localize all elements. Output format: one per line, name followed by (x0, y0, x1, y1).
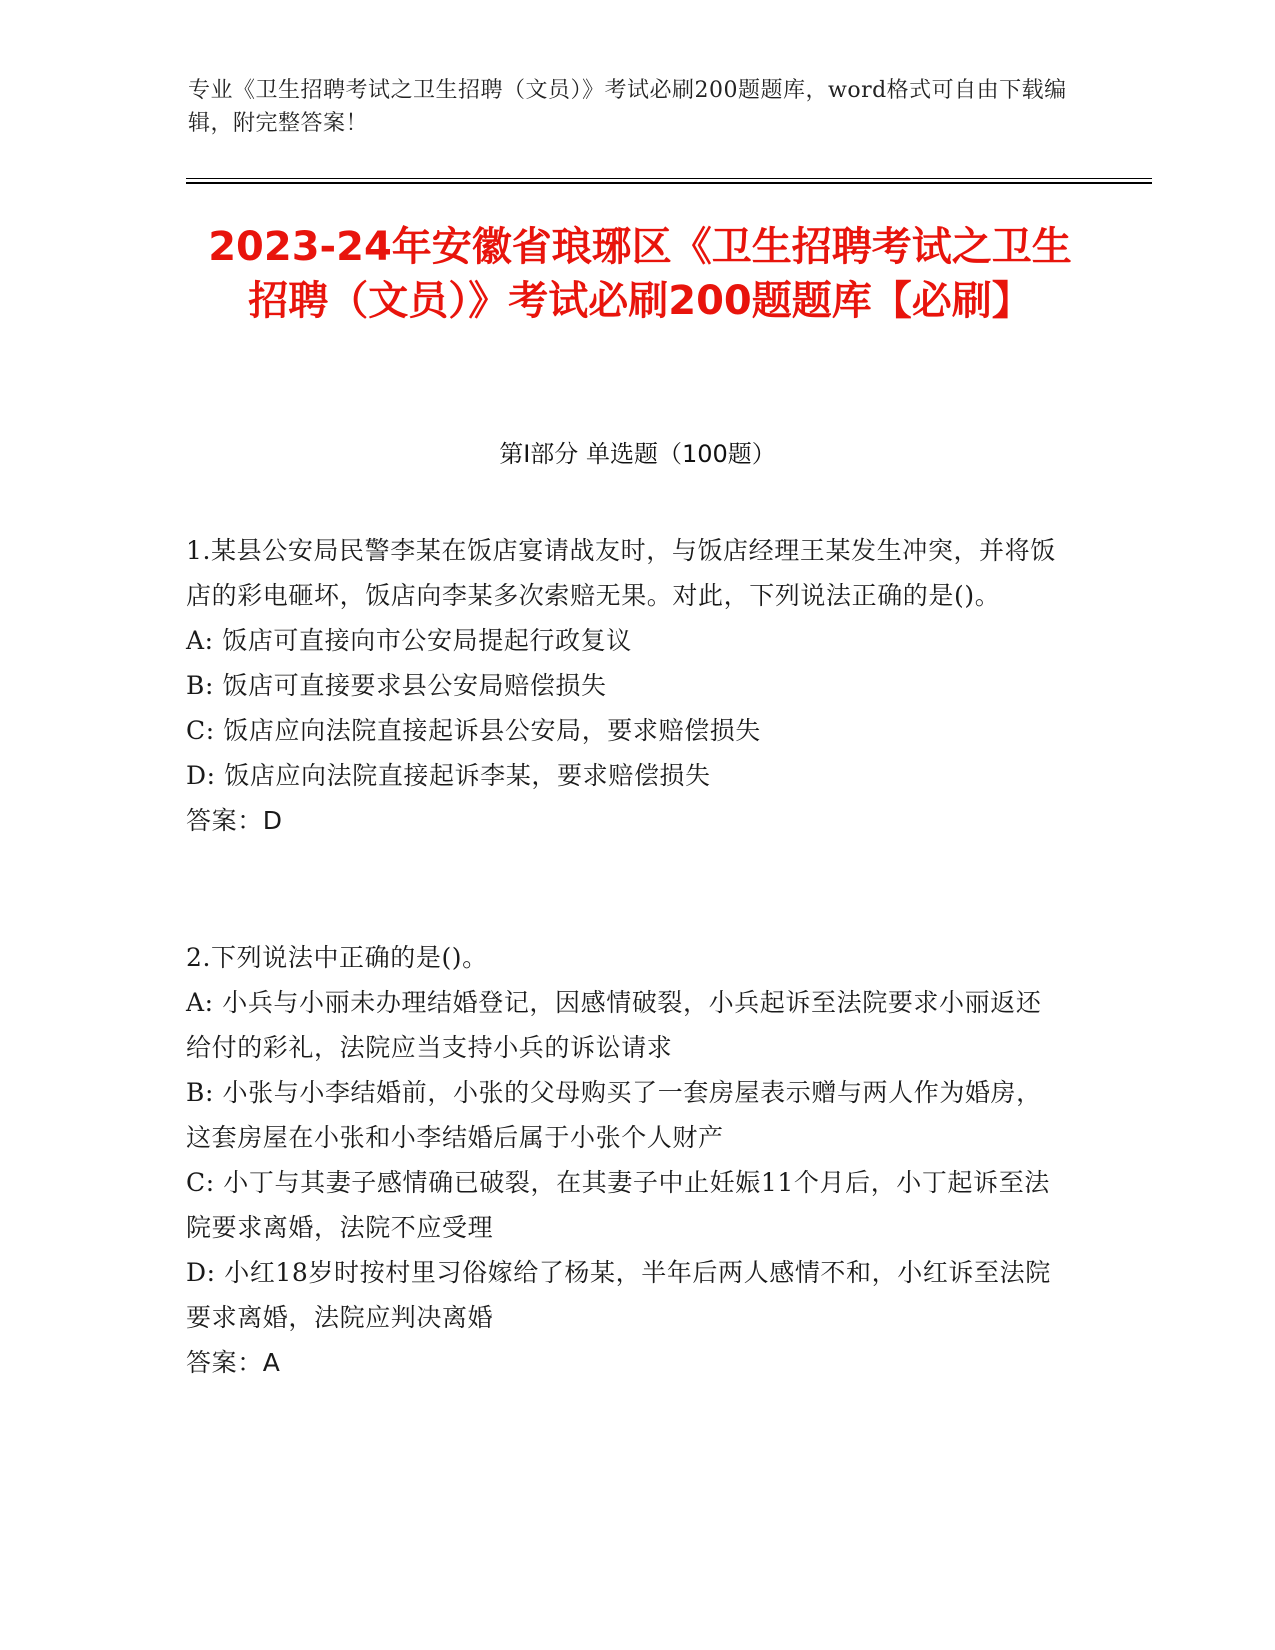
option-a: A: 小兵与小丽未办理结婚登记，因感情破裂，小兵起诉至法院要求小丽返还给付的彩礼，法院应当支持小兵的诉讼请求 (186, 988, 1042, 1062)
option-c: C: 小丁与其妻子感情确已破裂，在其妻子中止妊娠11个月后，小丁起诉至法院要求离婚，法院不应受理 (186, 1168, 1050, 1242)
answer: 答案：A (186, 1348, 281, 1377)
option-c: C: 饭店应向法院直接起诉县公安局，要求赔偿损失 (186, 716, 761, 745)
option-b: B: 小张与小李结婚前，小张的父母购买了一套房屋表示赠与两人作为婚房，这套房屋在小张和小李结婚后属于小张个人财产 (186, 1078, 1042, 1152)
section-title: 第I部分 单选题（100题） (499, 440, 776, 468)
question-stem: 2.下列说法中正确的是()。 (186, 943, 488, 972)
question-stem: 1.某县公安局民警李某在饭店宴请战友时，与饭店经理王某发生冲突，并将饭店的彩电砸坏，饭店向李某多次索赔无果。对此，下列说法正确的是()。 (186, 536, 1056, 610)
option-b: B: 饭店可直接要求县公安局赔偿损失 (186, 671, 607, 700)
question-2 (186, 935, 1066, 1385)
option-d: D: 小红18岁时按村里习俗嫁给了杨某，半年后两人感情不和，小红诉至法院要求离婚，法院应判决离婚 (186, 1258, 1051, 1332)
header-divider-bottom (186, 182, 1152, 184)
question-1 (186, 528, 1066, 843)
header-note: 专业《卫生招聘考试之卫生招聘（文员）》考试必刷200题题库，word格式可自由下载编辑，附完整答案！ (188, 78, 1067, 136)
answer: 答案：D (186, 806, 283, 835)
header-divider-top (186, 178, 1152, 179)
document-title: 2023-24年安徽省琅琊区《卫生招聘考试之卫生招聘（文员）》考试必刷200题题库【必刷】 (208, 224, 1072, 324)
option-a: A: 饭店可直接向市公安局提起行政复议 (186, 626, 632, 655)
option-d: D: 饭店应向法院直接起诉李某，要求赔偿损失 (186, 761, 711, 790)
